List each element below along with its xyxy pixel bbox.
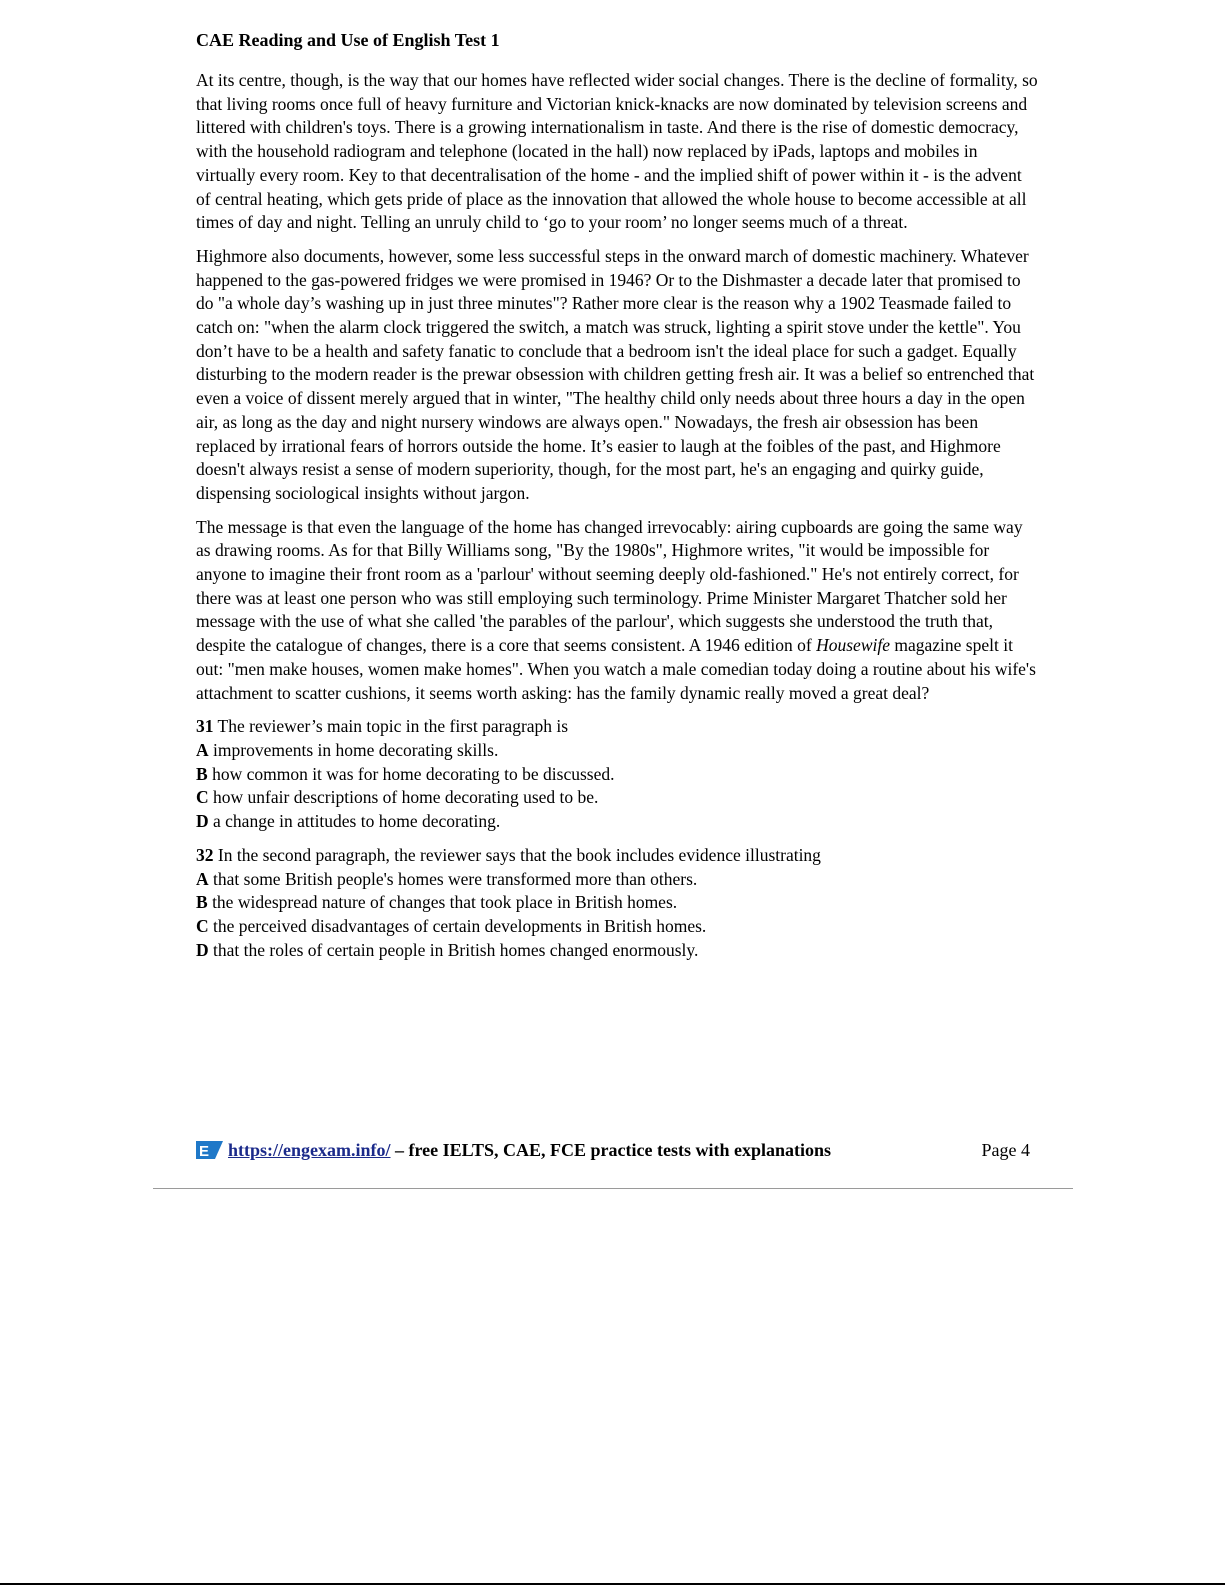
logo-letter: E (199, 1143, 210, 1159)
answer-option-d (196, 810, 1039, 834)
footer-tagline: – free IELTS, CAE, FCE practice tests with explanations (390, 1140, 832, 1160)
question-number: 32 (196, 844, 214, 865)
option-letter: C (196, 787, 209, 808)
paragraph-1: At its centre, though, is the way that our homes have reflected wider social changes. There is the decline of formality, so that living rooms once full of heavy furniture and Victorian knick-knacks are now dominated by television screens and littered with children's toys. There is a growing internationalism in taste. And there is the rise of domestic democracy, with the household radiogram and telephone (located in the hall) now replaced by iPads, laptops and mobiles in virtually every room. Key to that decentralisation of the home - and the implied shift of power within it - is the advent of central heating, which gets pride of place as the innovation that allowed the whole house to become accessible at all times of day and night. Telling an unruly child to ‘go to your room’ no longer seems much of a threat. (196, 70, 1038, 233)
answer-option-a (196, 739, 1039, 763)
option-letter: C (196, 915, 209, 936)
answer-option-b (196, 891, 1039, 915)
option-letter: D (196, 939, 209, 960)
question-31 (196, 715, 1039, 834)
page-title: CAE Reading and Use of English Test 1 (196, 30, 500, 50)
answer-option-a (196, 868, 1039, 892)
option-letter: B (196, 763, 208, 784)
engexam-logo-icon (196, 1141, 223, 1159)
paragraph-3-text-end: magazine spelt it out: "men make houses, women make homes". When you watch a male comedian today doing a routine about his wife's attachment to scatter cushions, it seems worth asking: has the family dynamic really moved a great deal? (196, 635, 1036, 703)
option-text: improvements in home decorating skills. (208, 739, 499, 760)
answer-option-c (196, 915, 1039, 939)
option-letter: B (196, 892, 208, 913)
option-text: the perceived disadvantages of certain developments in British homes. (208, 915, 707, 936)
question-text: In the second paragraph, the reviewer says that the book includes evidence illustrating (213, 844, 821, 865)
document-body (196, 69, 1039, 972)
option-text: the widespread nature of changes that took place in British homes. (207, 892, 678, 913)
page-number: Page 4 (981, 1140, 1030, 1160)
magazine-title: Housewife (816, 635, 890, 656)
footer-divider (153, 1188, 1073, 1189)
option-text: a change in attitudes to home decorating. (208, 811, 501, 832)
question-stem (196, 844, 1039, 868)
paragraph-3 (196, 516, 1039, 706)
answer-option-d (196, 939, 1039, 963)
answer-option-b (196, 763, 1039, 787)
option-text: how unfair descriptions of home decorating used to be. (208, 787, 599, 808)
option-letter: D (196, 811, 209, 832)
footer-text (228, 1138, 831, 1162)
answer-option-c (196, 786, 1039, 810)
option-text: how common it was for home decorating to be discussed. (207, 763, 615, 784)
paragraph-3-text-start: The message is that even the language of the home has changed irrevocably: airing cupboards are going the same way as drawing rooms. As for that Billy Williams song, "By the 1980s", Highmore writes, "it would be impossible for anyone to imagine their front room as a 'parlour' without seeming deeply old-fashioned." He's not entirely correct, for there was at least one person who was still employing such terminology. Prime Minister Margaret Thatcher sold her message with the use of what she called 'the parables of the parlour', which suggests she understood the truth that, despite the catalogue of changes, there is a core that seems consistent. A 1946 edition of (196, 516, 1023, 656)
paragraph-2: Highmore also documents, however, some less successful steps in the onward march of domestic machinery. Whatever happened to the gas-powered fridges we were promised in 1946? Or to the Dishmaster a decade later that promised to do "a whole day’s washing up in just three minutes"? Rather more clear is the reason why a 1902 Teasmade failed to catch on: "when the alarm clock triggered the switch, a match was struck, lighting a spirit stove under the kettle". You don’t have to be a health and safety fanatic to conclude that a bedroom isn't the ideal place for such a gadget. Equally disturbing to the modern reader is the prewar obsession with children getting fresh air. It was a belief so entrenched that even a voice of dissent merely argued that in winter, "The healthy child only needs about three hours a day in the open air, as long as the day and night nursery windows are always open." Nowadays, the fresh air obsession has been replaced by irrational fears of horrors outside the home. It’s easier to laugh at the foibles of the past, and Highmore doesn't always resist a sense of modern superiority, though, for the most part, he's an engaging and quirky guide, dispensing sociological insights without jargon. (196, 245, 1035, 503)
engexam-link[interactable]: https://engexam.info/ (228, 1140, 391, 1160)
option-text: that the roles of certain people in British homes changed enormously. (208, 939, 699, 960)
option-text: that some British people's homes were transformed more than others. (208, 868, 698, 889)
option-letter: A (196, 868, 209, 889)
question-number: 31 (196, 716, 214, 737)
page-footer (196, 1138, 1030, 1162)
question-text: The reviewer’s main topic in the first paragraph is (213, 716, 569, 737)
option-letter: A (196, 739, 209, 760)
question-32 (196, 844, 1039, 963)
question-stem (196, 715, 1039, 739)
